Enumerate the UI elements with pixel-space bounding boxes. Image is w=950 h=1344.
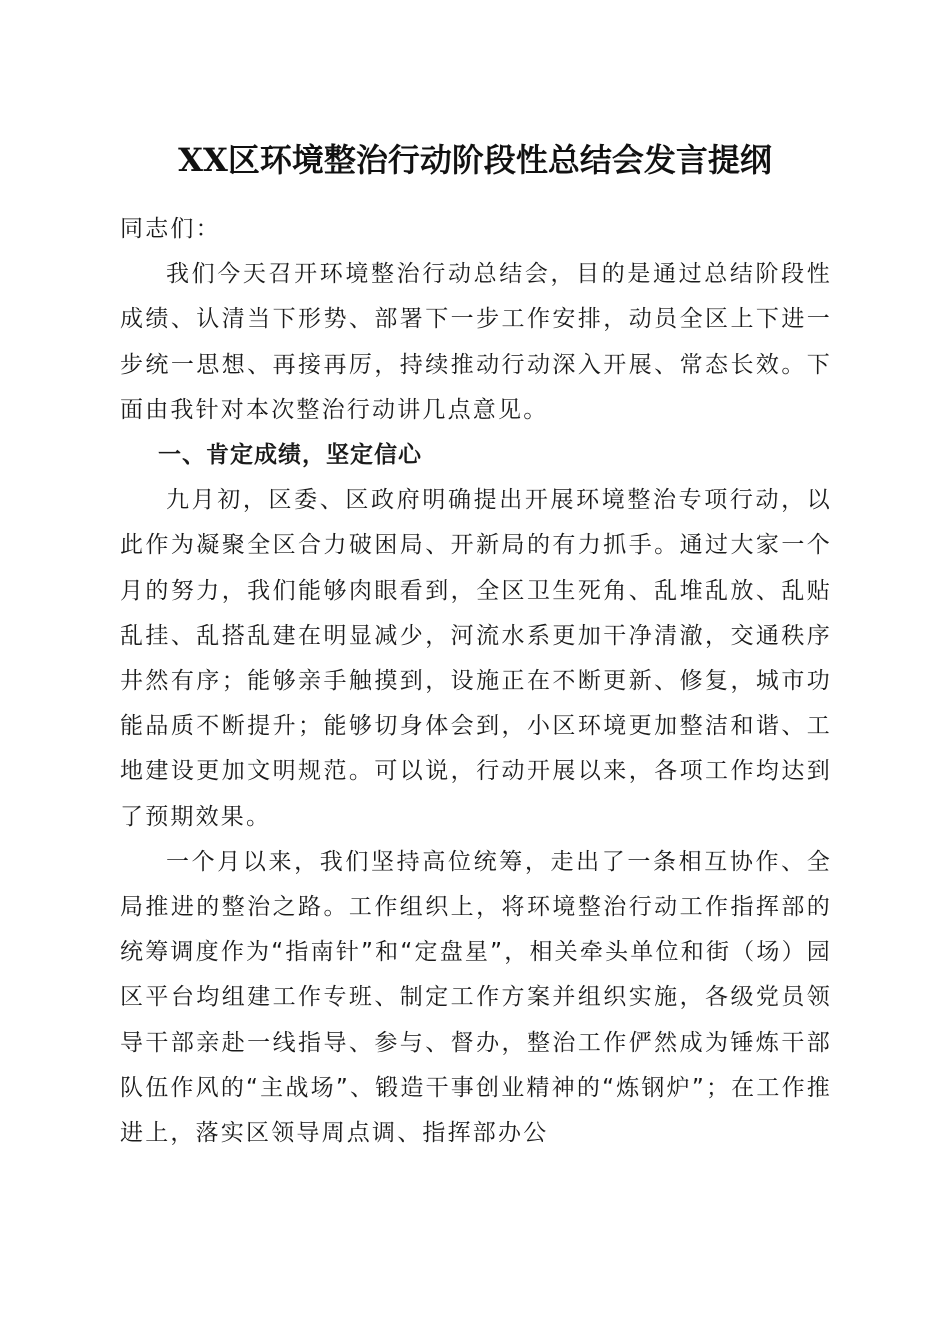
body-paragraph: 九月初，区委、区政府明确提出开展环境整治专项行动，以此作为凝聚全区合力破困局、开新局的有力抓手。通过大家一个月的努力，我们能够肉眼看到，全区卫生死角、乱堆乱放、乱贴乱挂、乱搭乱建在明显减少，河流水系更加干净清澈，交通秩序井然有序；能够亲手触摸到，设施正在不断更新、修复，城市功能品质不断提升；能够切身体会到，小区环境更加整洁和谐、工地建设更加文明规范。可以说，行动开展以来，各项工作均达到了预期效果。 <box>120 487 832 830</box>
section-heading: 一、肯定成绩，坚定信心 <box>158 442 422 469</box>
document-body <box>120 207 832 1156</box>
document-title: XX区环境整治行动阶段性总结会发言提纲 <box>178 141 772 179</box>
salutation: 同志们： <box>120 216 221 242</box>
body-paragraph: 一个月以来，我们坚持高位统筹，走出了一条相互协作、全局推进的整治之路。工作组织上，将环境整治行动工作指挥部的统筹调度作为“指南针”和“定盘星”，相关牵头单位和街（场）园区平台均组建工作专班、制定工作方案并组织实施，各级党员领导干部亲赴一线指导、参与、督办，整治工作俨然成为锤炼干部队伍作风的“主战场”、锻造干事创业精神的“炼钢炉”；在工作推进上，落实区领导周点调、指挥部办公 <box>120 848 832 1147</box>
intro-paragraph: 我们今天召开环境整治行动总结会，目的是通过总结阶段性成绩、认清当下形势、部署下一步工作安排，动员全区上下进一步统一思想、再接再厉，持续推动行动深入开展、常态长效。下面由我针对本次整治行动讲几点意见。 <box>120 261 832 423</box>
